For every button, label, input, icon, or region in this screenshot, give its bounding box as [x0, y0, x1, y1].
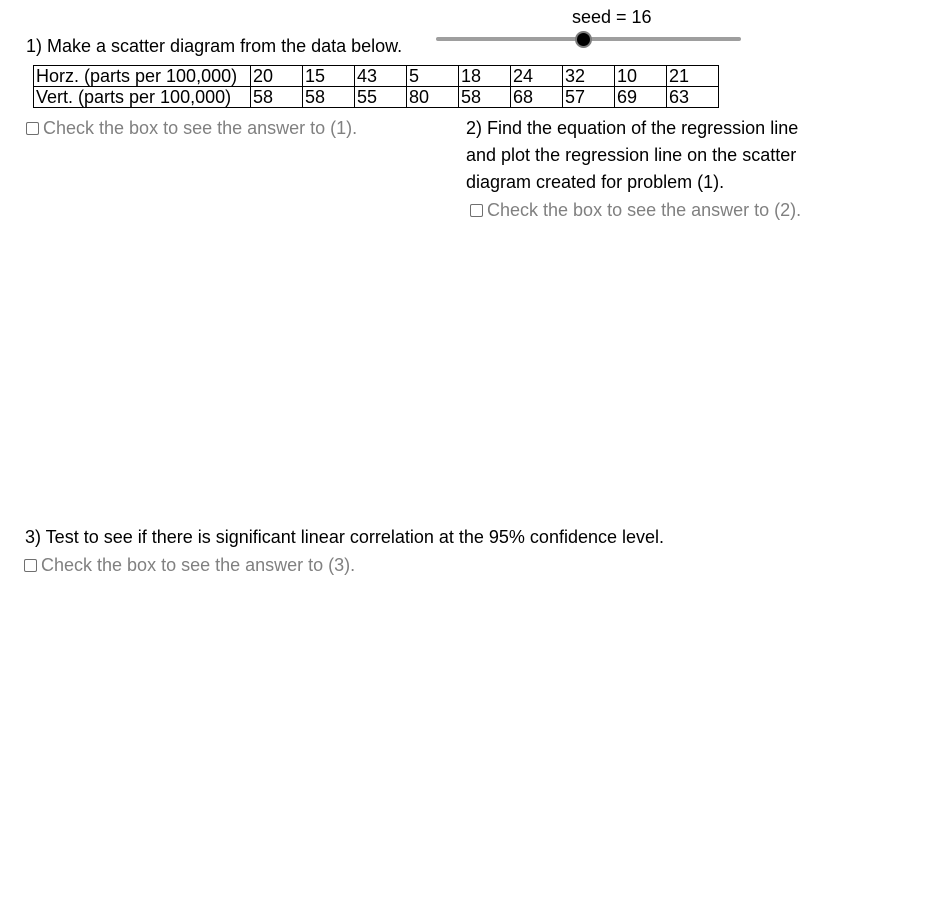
- table-row-vertical: [34, 87, 719, 108]
- table-cell: 20: [251, 66, 303, 87]
- table-cell: 68: [511, 87, 563, 108]
- row-header-horizontal: Horz. (parts per 100,000): [34, 66, 251, 87]
- seed-slider-thumb[interactable]: [575, 31, 592, 48]
- table-cell: 15: [303, 66, 355, 87]
- table-cell: 10: [615, 66, 667, 87]
- table-cell: 24: [511, 66, 563, 87]
- table-cell: 55: [355, 87, 407, 108]
- question-1-text: 1) Make a scatter diagram from the data below.: [26, 36, 403, 56]
- table-cell: 58: [459, 87, 511, 108]
- answer-2-checkbox[interactable]: [470, 200, 801, 221]
- table-cell: 5: [407, 66, 459, 87]
- answer-2-checkbox-label[interactable]: Check the box to see the answer to (2).: [487, 200, 802, 220]
- answer-1-checkbox-label[interactable]: Check the box to see the answer to (1).: [43, 118, 358, 138]
- answer-3-checkbox[interactable]: [24, 555, 355, 576]
- question-2-text: 2) Find the equation of the regression line and plot the regression line on the scatter diagram created for problem (1).: [466, 118, 799, 192]
- checkbox-icon[interactable]: [26, 122, 39, 135]
- answer-3-checkbox-label[interactable]: Check the box to see the answer to (3).: [41, 555, 356, 575]
- seed-slider-label: seed = 16: [572, 7, 652, 27]
- table-cell: 32: [563, 66, 615, 87]
- table-cell: 58: [251, 87, 303, 108]
- table-cell: 58: [303, 87, 355, 108]
- data-table: [33, 65, 719, 108]
- table-cell: 69: [615, 87, 667, 108]
- checkbox-icon[interactable]: [470, 204, 483, 217]
- table-cell: 21: [667, 66, 719, 87]
- table-cell: 57: [563, 87, 615, 108]
- question-3-text: 3) Test to see if there is significant linear correlation at the 95% confidence level.: [25, 527, 665, 547]
- answer-1-checkbox[interactable]: [26, 118, 357, 139]
- row-header-vertical: Vert. (parts per 100,000): [34, 87, 251, 108]
- checkbox-icon[interactable]: [24, 559, 37, 572]
- table-cell: 80: [407, 87, 459, 108]
- table-cell: 63: [667, 87, 719, 108]
- table-cell: 43: [355, 66, 407, 87]
- table-row-horizontal: [34, 66, 719, 87]
- table-cell: 18: [459, 66, 511, 87]
